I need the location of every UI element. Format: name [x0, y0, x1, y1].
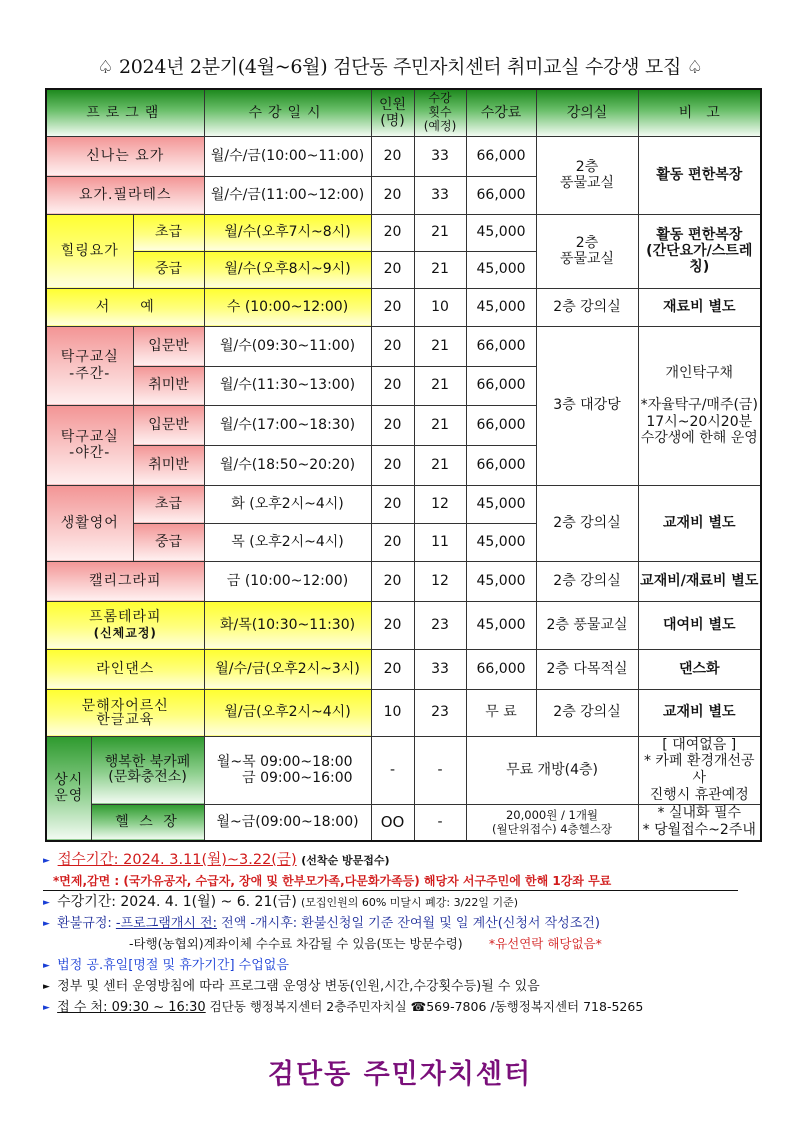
header-sessions: 수강 횟수 (예정): [414, 89, 466, 136]
triangle-bullet-icon: ►: [43, 1003, 50, 1014]
notice-section: [43, 850, 763, 1019]
level: 입문반: [133, 405, 204, 445]
header-remarks: 비 고: [638, 89, 761, 136]
capacity: 20: [371, 136, 414, 176]
remark: 댄스화: [638, 649, 761, 689]
program-name: 탁구교실 -주간-: [46, 326, 133, 405]
fee: 무 료: [466, 689, 536, 736]
sessions: 23: [414, 601, 466, 649]
schedule: 월/수(오후8시~9시): [204, 251, 371, 288]
fee: 45,000: [466, 485, 536, 523]
schedule: 화/목(10:30~11:30): [204, 601, 371, 649]
sessions: 21: [414, 445, 466, 485]
level: 중급: [133, 251, 204, 288]
remark: 활동 편한복장: [638, 136, 761, 214]
room: 2층 강의실: [536, 561, 638, 601]
sessions: 33: [414, 176, 466, 214]
schedule: 목 (오후2시~4시): [204, 523, 371, 561]
course-period: ► 수강기간: 2024. 4. 1(월) ~ 6. 21(금) (모집인원의 60% 미달시 폐강: 3/22일 기준): [43, 892, 763, 914]
remark: * 실내화 필수 * 당월접수~2주내: [638, 804, 761, 841]
fee-room: 무료 개방(4층): [466, 736, 638, 804]
organization-name: 검단동 주민자치센터: [267, 1059, 533, 1090]
program-name: 요가.필라테스: [46, 176, 204, 214]
fee: 66,000: [466, 649, 536, 689]
schedule-table: [45, 88, 762, 842]
room: 2층 강의실: [536, 689, 638, 736]
capacity: 20: [371, 445, 414, 485]
remark: 교재비/재료비 별도: [638, 561, 761, 601]
program-name: 생활영어: [46, 485, 133, 561]
fee-room: 20,000원 / 1개월 (월단위접수) 4층헬스장: [466, 804, 638, 841]
header-program: 프로그램: [46, 89, 204, 136]
schedule: 월/수(오후7시~8시): [204, 214, 371, 251]
header-room: 강의실: [536, 89, 638, 136]
level: 중급: [133, 523, 204, 561]
program-name: 문해자어르신 한글교육: [46, 689, 204, 736]
sessions: 11: [414, 523, 466, 561]
program-name: 서 예: [46, 288, 204, 326]
fee: 45,000: [466, 288, 536, 326]
table-row: [46, 561, 761, 601]
fee: 45,000: [466, 214, 536, 251]
capacity: 20: [371, 405, 414, 445]
table-row: [46, 689, 761, 736]
spade-icon: ♤: [97, 57, 114, 78]
program-name: 힐링요가: [46, 214, 133, 288]
remark: 대여비 별도: [638, 601, 761, 649]
schedule: 금 (10:00~12:00): [204, 561, 371, 601]
room: 2층 다목적실: [536, 649, 638, 689]
remark: [ 대여없음 ] * 카페 환경개선공사 진행시 휴관예정: [638, 736, 761, 804]
room: 2층 강의실: [536, 288, 638, 326]
level: 취미반: [133, 445, 204, 485]
capacity: 20: [371, 176, 414, 214]
header-capacity: 인원 (명): [371, 89, 414, 136]
program-name: 탁구교실 -야간-: [46, 405, 133, 485]
capacity: 20: [371, 326, 414, 366]
program-name: 신나는 요가: [46, 136, 204, 176]
page-title: [0, 52, 800, 79]
table-row: [46, 736, 761, 804]
program-name: 캘리그라피: [46, 561, 204, 601]
capacity: 20: [371, 485, 414, 523]
fee: 45,000: [466, 561, 536, 601]
table-row: [46, 214, 761, 251]
schedule: 수 (10:00~12:00): [204, 288, 371, 326]
capacity: -: [371, 736, 414, 804]
fee: 66,000: [466, 136, 536, 176]
sessions: 33: [414, 649, 466, 689]
level: 초급: [133, 485, 204, 523]
capacity: 20: [371, 251, 414, 288]
fee: 66,000: [466, 405, 536, 445]
capacity: 20: [371, 214, 414, 251]
level: 취미반: [133, 366, 204, 405]
table-row: [46, 136, 761, 176]
schedule: 월/금(오후2시~4시): [204, 689, 371, 736]
schedule: 월/수/금(오후2시~3시): [204, 649, 371, 689]
program-name: 프롬테라피 (신체교정): [46, 601, 204, 649]
table-row: [46, 601, 761, 649]
fee: 45,000: [466, 601, 536, 649]
fee: 45,000: [466, 251, 536, 288]
fee: 66,000: [466, 366, 536, 405]
fee: 66,000: [466, 445, 536, 485]
header-row: [46, 89, 761, 136]
contact-info: ► 접 수 처: 09:30 ~ 16:30 검단동 행정복지센터 2층주민자치실 ☎569-7806 /동행정복지센터 718-5265: [43, 997, 763, 1019]
schedule: 월/수(17:00~18:30): [204, 405, 371, 445]
fee: 66,000: [466, 176, 536, 214]
program-name: 라인댄스: [46, 649, 204, 689]
exemption-note: *면제,감면 : (국가유공자, 수급자, 장애 및 한부모가족,다문화가족등) 해당자 서구주민에 한해 1강좌 무료: [43, 872, 763, 893]
capacity: 20: [371, 288, 414, 326]
table-row: [46, 485, 761, 523]
refund-policy: ► 환불규정: -프로그램개시 전: 전액 -개시후: 환불신청일 기준 잔여월 및 일 계산(신청서 작성조건): [43, 914, 763, 935]
triangle-bullet-icon: ►: [43, 960, 50, 971]
sessions: 12: [414, 485, 466, 523]
room: 2층 풍물교실: [536, 136, 638, 214]
header-schedule: 수강일시: [204, 89, 371, 136]
sessions: 21: [414, 405, 466, 445]
capacity: 20: [371, 649, 414, 689]
table-row: [46, 804, 761, 841]
schedule: 월/수/금(11:00~12:00): [204, 176, 371, 214]
table-row: [46, 649, 761, 689]
level: 초급: [133, 214, 204, 251]
room: 3층 대강당: [536, 326, 638, 485]
triangle-bullet-icon: ►: [43, 918, 50, 929]
capacity: 20: [371, 561, 414, 601]
room: 2층 강의실: [536, 485, 638, 561]
capacity: OO: [371, 804, 414, 841]
table-row: [46, 288, 761, 326]
schedule: 월/수/금(10:00~11:00): [204, 136, 371, 176]
triangle-bullet-icon: ►: [43, 856, 50, 866]
sessions: 10: [414, 288, 466, 326]
capacity: 20: [371, 601, 414, 649]
level: 입문반: [133, 326, 204, 366]
table-row: [46, 326, 761, 366]
remark: 교재비 별도: [638, 485, 761, 561]
holiday-note: ► 법정 공.휴일[명절 및 휴가기간] 수업없음: [43, 956, 763, 977]
triangle-bullet-icon: ►: [43, 981, 50, 992]
room: 2층 풍물교실: [536, 601, 638, 649]
capacity: 20: [371, 523, 414, 561]
header-fee: 수강료: [466, 89, 536, 136]
remark: 활동 편한복장 (간단요가/스트레칭): [638, 214, 761, 288]
schedule: 월/수(18:50~20:20): [204, 445, 371, 485]
schedule: 월/수(09:30~11:00): [204, 326, 371, 366]
schedule: 화 (오후2시~4시): [204, 485, 371, 523]
program-name: 행복한 북카페 (문화충전소): [91, 736, 204, 804]
program-name: 헬 스 장: [91, 804, 204, 841]
sessions: -: [414, 736, 466, 804]
sessions: 21: [414, 326, 466, 366]
registration-period: ► 접수기간: 2024. 3.11(월)~3.22(금) (선착순 방문접수): [43, 850, 763, 872]
schedule: 월~금(09:00~18:00): [204, 804, 371, 841]
title-text: 2024년 2분기(4월~6월) 검단동 주민자치센터 취미교실 수강생 모집: [118, 56, 682, 78]
sessions: 21: [414, 251, 466, 288]
sessions: 33: [414, 136, 466, 176]
capacity: 10: [371, 689, 414, 736]
fee: 66,000: [466, 326, 536, 366]
triangle-bullet-icon: ►: [43, 898, 50, 909]
refund-policy-2: -타행(농협외)계좌이체 수수료 차감될 수 있음(또는 방문수령) *유선연락 해당없음*: [129, 936, 602, 952]
sessions: -: [414, 804, 466, 841]
remark: 재료비 별도: [638, 288, 761, 326]
remark: 개인탁구채 *자율탁구/매주(금) 17시~20시20분 수강생에 한해 운영: [638, 326, 761, 485]
group-always-open: 상시 운영: [46, 736, 91, 841]
policy-note: ► 정부 및 센터 운영방침에 따라 프로그램 운영상 변동(인원,시간,수강횟수등)될 수 있음: [43, 977, 763, 998]
capacity: 20: [371, 366, 414, 405]
sessions: 23: [414, 689, 466, 736]
sessions: 12: [414, 561, 466, 601]
remark: 교재비 별도: [638, 689, 761, 736]
fee: 45,000: [466, 523, 536, 561]
sessions: 21: [414, 214, 466, 251]
room: 2층 풍물교실: [536, 214, 638, 288]
sessions: 21: [414, 366, 466, 405]
schedule: 월/수(11:30~13:00): [204, 366, 371, 405]
schedule: 월~목 09:00~18:00 금 09:00~16:00: [204, 736, 371, 804]
spade-icon: ♤: [686, 57, 703, 78]
